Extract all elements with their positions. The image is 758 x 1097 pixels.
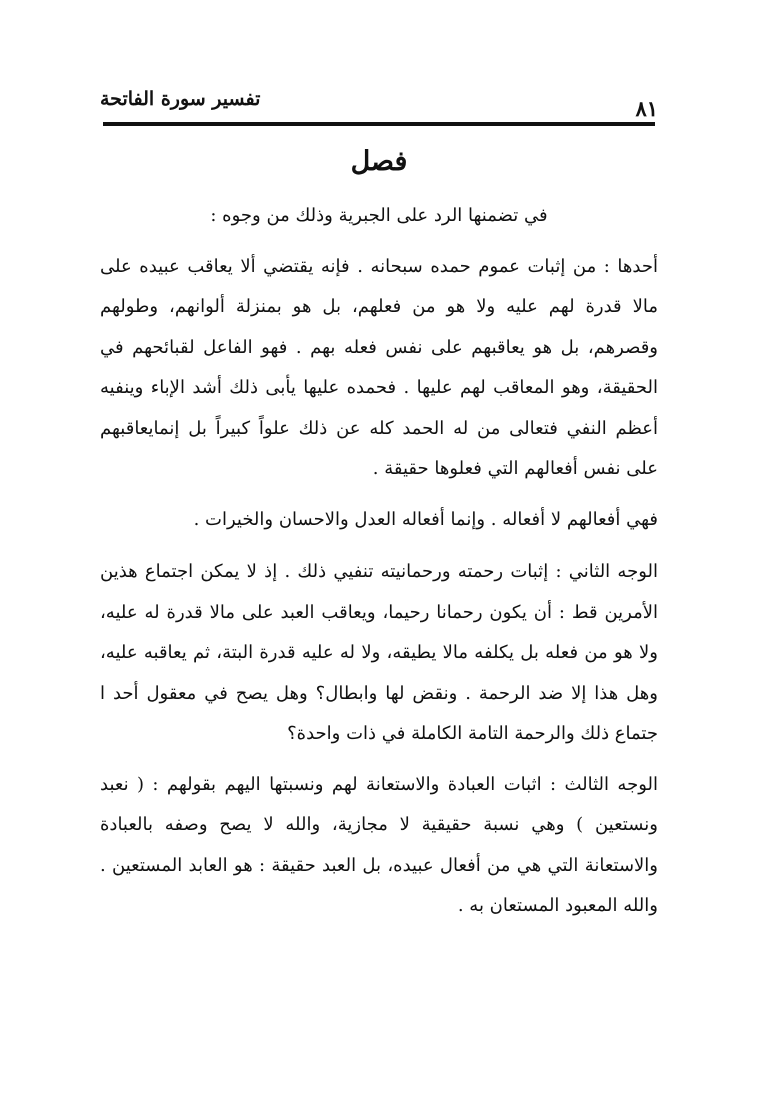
page-body (100, 142, 658, 937)
paragraph-first-aspect: أحدها : من إثبات عموم حمده سبحانه . فإنه يقتضي ألا يعاقب عبيده على مالا قدرة لهم عليه ولا هو من فعلهم، بل هو بمنزلة ألوانهم، وطولهم وقصرهم، بل هو يعاقبهم على نفس فعله بهم . فهو الفاعل لقبائحهم في الحقيقة، وهو المعاقب لهم عليها . فحمده عليها يأبى ذلك أشد الإباء وينفيه أعظم النفي فتعالى من له الحمد كله عن ذلك علواً كبيراً بل إنمايعاقبهم على نفس أفعالهم التي فعلوها حقيقة . (100, 255, 658, 479)
book-title: تفسير سورة الفاتحة (100, 88, 261, 110)
header-rule (103, 122, 655, 126)
paragraph-conclusion: فهي أفعالهم لا أفعاله . وإنما أفعاله العدل والاحسان والخيرات . (193, 508, 658, 530)
paragraph-second-aspect: الوجه الثاني : إثبات رحمته ورحمانيته تنفيي ذلك . إذ لا يمكن اجتماع هذين الأمرين قط : أن يكون رحمانا رحيما، ويعاقب العبد على مالا قدرة له عليه، ولا هو من فعله بل يكلفه مالا يطيقه، ولا له عليه قدرة البتة، ثم يعاقبه عليه، وهل هذا إلا ضد الرحمة . ونقض لها وابطال؟ وهل يصح في معقول أحد ا جتماع ذلك والرحمة التامة الكاملة في ذات واحدة؟ (100, 561, 658, 744)
page-number: ٨١ (635, 96, 658, 121)
running-header (100, 82, 660, 122)
section-heading: فصل (350, 146, 408, 177)
paragraph-third-aspect: الوجه الثالث : اثبات العبادة والاستعانة لهم ونسبتها اليهم بقولهم : ( نعبد ونستعين ) وهي نسبة حقيقية لا مجازية، والله لا يصح وصفه بالعبادة والاستعانة التي هي من أفعال عبيده، بل العبد حقيقة : هو العابد المستعين . والله المعبود المستعان به . (100, 773, 658, 916)
section-subtitle: في تضمنها الرد على الجبرية وذلك من وجوه : (210, 205, 548, 226)
